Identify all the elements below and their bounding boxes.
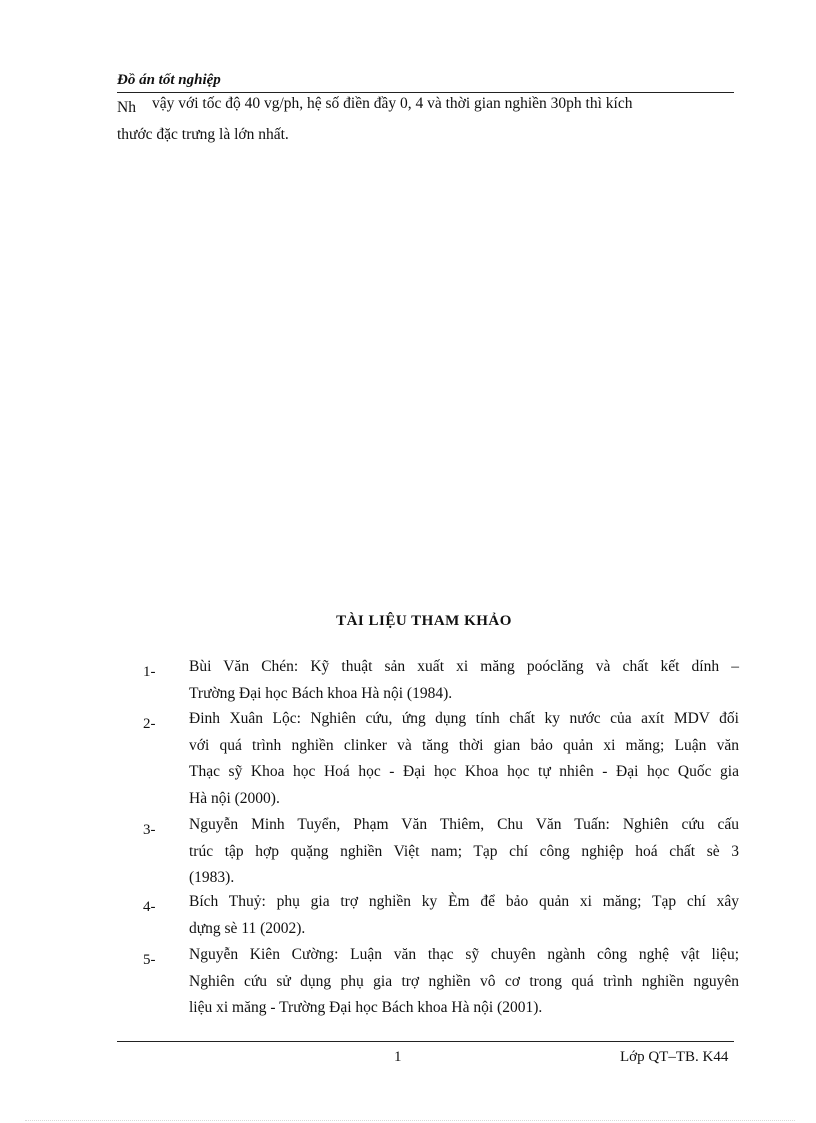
references-heading: TÀI LIỆU THAM KHẢO [336, 613, 512, 629]
reference-number: 1- [143, 664, 156, 680]
reference-text-line: Đinh Xuân Lộc: Nghiên cứu, ứng dụng tính chất ky nước của axít MDV đối [189, 710, 739, 727]
page-bottom-edge [25, 1120, 795, 1121]
reference-text-line: Bùi Văn Chén: Kỹ thuật sản xuất xi măng poóclăng và chất kết dính – [189, 658, 739, 675]
reference-text-line: Trường Đại học Bách khoa Hà nội (1984). [189, 684, 453, 702]
header-divider [117, 92, 734, 93]
footer-class-label: Lớp QT–TB. K44 [620, 1049, 729, 1065]
reference-number: 5- [143, 952, 156, 968]
reference-text-line: Nguyễn Minh Tuyển, Phạm Văn Thiêm, Chu Văn Tuấn: Nghiên cứu cấu [189, 816, 739, 833]
reference-number: 3- [143, 822, 156, 838]
reference-text-line: liệu xi măng - Trường Đại học Bách khoa Hà nội (2001). [189, 999, 543, 1016]
reference-text-line: Bích Thuỷ: phụ gia trợ nghiền ky Èm để bảo quản xi măng; Tạp chí xây [189, 893, 739, 910]
reference-text-line: trúc tập hợp quặng nghiền Việt nam; Tạp chí công nghiệp hoá chất sè 3 [189, 842, 739, 860]
reference-number: 2- [143, 716, 156, 732]
intro-paragraph-line: thước đặc trưng là lớn nhất. [117, 126, 289, 143]
page-number: 1 [394, 1049, 402, 1065]
intro-paragraph-line: vậy với tốc độ 40 vg/ph, hệ số điền đầy 0, 4 và thời gian nghiền 30ph thì kích [152, 95, 633, 112]
reference-text-line: Nghiên cứu sử dụng phụ gia trợ nghiền vô cơ trong quá trình nghiền nguyên [189, 972, 739, 990]
footer-divider [117, 1041, 734, 1042]
reference-text-line: Hà nội (2000). [189, 789, 280, 807]
intro-prefix: Nh [117, 99, 136, 116]
reference-number: 4- [143, 899, 156, 915]
reference-text-line: (1983). [189, 869, 235, 886]
reference-text-line: Nguyễn Kiên Cường: Luận văn thạc sỹ chuyên ngành công nghệ vật liệu; [189, 946, 739, 963]
document-header-title: Đồ án tốt nghiệp [117, 72, 221, 88]
reference-text-line: với quá trình nghiền clinker và tăng thời gian bảo quản xi măng; Luận văn [189, 736, 739, 754]
reference-text-line: dựng sè 11 (2002). [189, 919, 306, 937]
reference-text-line: Thạc sỹ Khoa học Hoá học - Đại học Khoa học tự nhiên - Đại học Quốc gia [189, 763, 739, 780]
